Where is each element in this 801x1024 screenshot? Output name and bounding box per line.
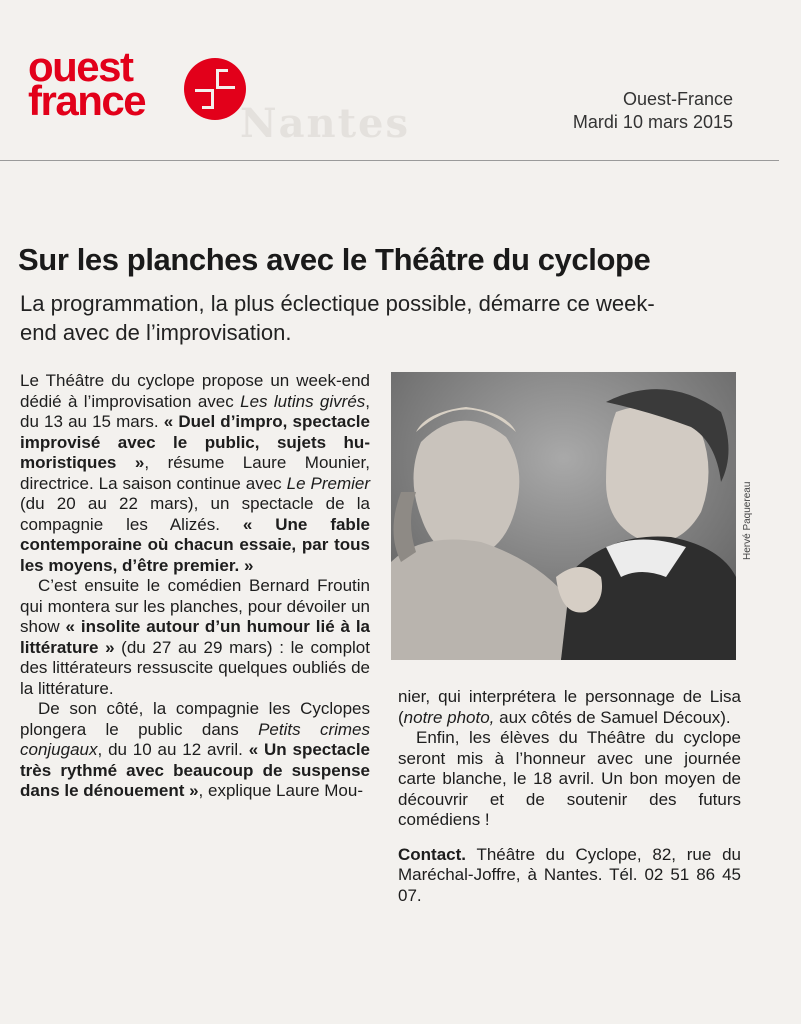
article-photo [391, 372, 736, 660]
paragraph: nier, qui interprétera le personnage de Lisa (notre photo, aux côtés de Samuel Découx). [398, 687, 741, 727]
logo-line-france: france [28, 77, 146, 124]
publication-name: Ouest-France [622, 89, 733, 109]
ouest-france-logo [28, 43, 146, 124]
article-headline: Sur les planches avec le Théâtre du cyclope [18, 242, 651, 277]
paragraph: Enfin, les élèves du Théâtre du cyclope seront mis à l’honneur avec une journée carte blanche, le 18 avril. Un bon moyen de découvrir et de soutenir des futurs comédiens ! [398, 728, 741, 829]
paragraph: De son côté, la compagnie les Cyclopes plongera le public dans Petits crimes conjugaux, du 10 au 12 avril. « Un spectacle très rythmé avec beaucoup de suspense dans le dénouement », explique Laure Mou- [20, 699, 370, 800]
article-column-1 [20, 371, 370, 802]
photo-actors-image [391, 372, 736, 660]
publication-date: Mardi 10 mars 2015 [572, 112, 733, 132]
article-standfirst: La programmation, la plus éclectique possible, démarre ce week-end avec de l’improvisation. [20, 291, 655, 345]
ouest-france-logo-mark-icon [183, 57, 247, 121]
contact-paragraph: Contact. Théâtre du Cyclope, 82, rue du Maréchal-Joffre, à Nantes. Tél. 02 51 86 45 07. [398, 844, 741, 905]
paragraph: C’est ensuite le comédien Bernard Froutin qui montera sur les planches, pour dévoiler un show « insolite autour d’un humour lié à la littérature » (du 27 au 29 mars) : le complot des littérateurs ressuscite quelques oubliés de la littérature. [20, 576, 370, 698]
bleed-through-section-title: Nantes [240, 100, 411, 147]
publication-info [573, 88, 733, 134]
article-column-2 [398, 687, 741, 906]
logo-line-ouest: ouest [28, 43, 133, 90]
photo-credit: Hervé Paquereau [742, 481, 753, 560]
header-divider [0, 160, 779, 161]
paragraph: Le Théâtre du cyclope propose un week-end dédié à l’improvisation avec Les lutins givrés, du 13 au 15 mars. « Duel d’impro, spectacle improvisé avec le public, sujets humoristiques », résume Laure Mounier, directrice. La saison continue avec Le Premier (du 20 au 22 mars), un spectacle de la compagnie les Alizés. « Une fable contemporaine où chacun essaie, par tous les moyens, d’être premier. » [20, 371, 371, 575]
